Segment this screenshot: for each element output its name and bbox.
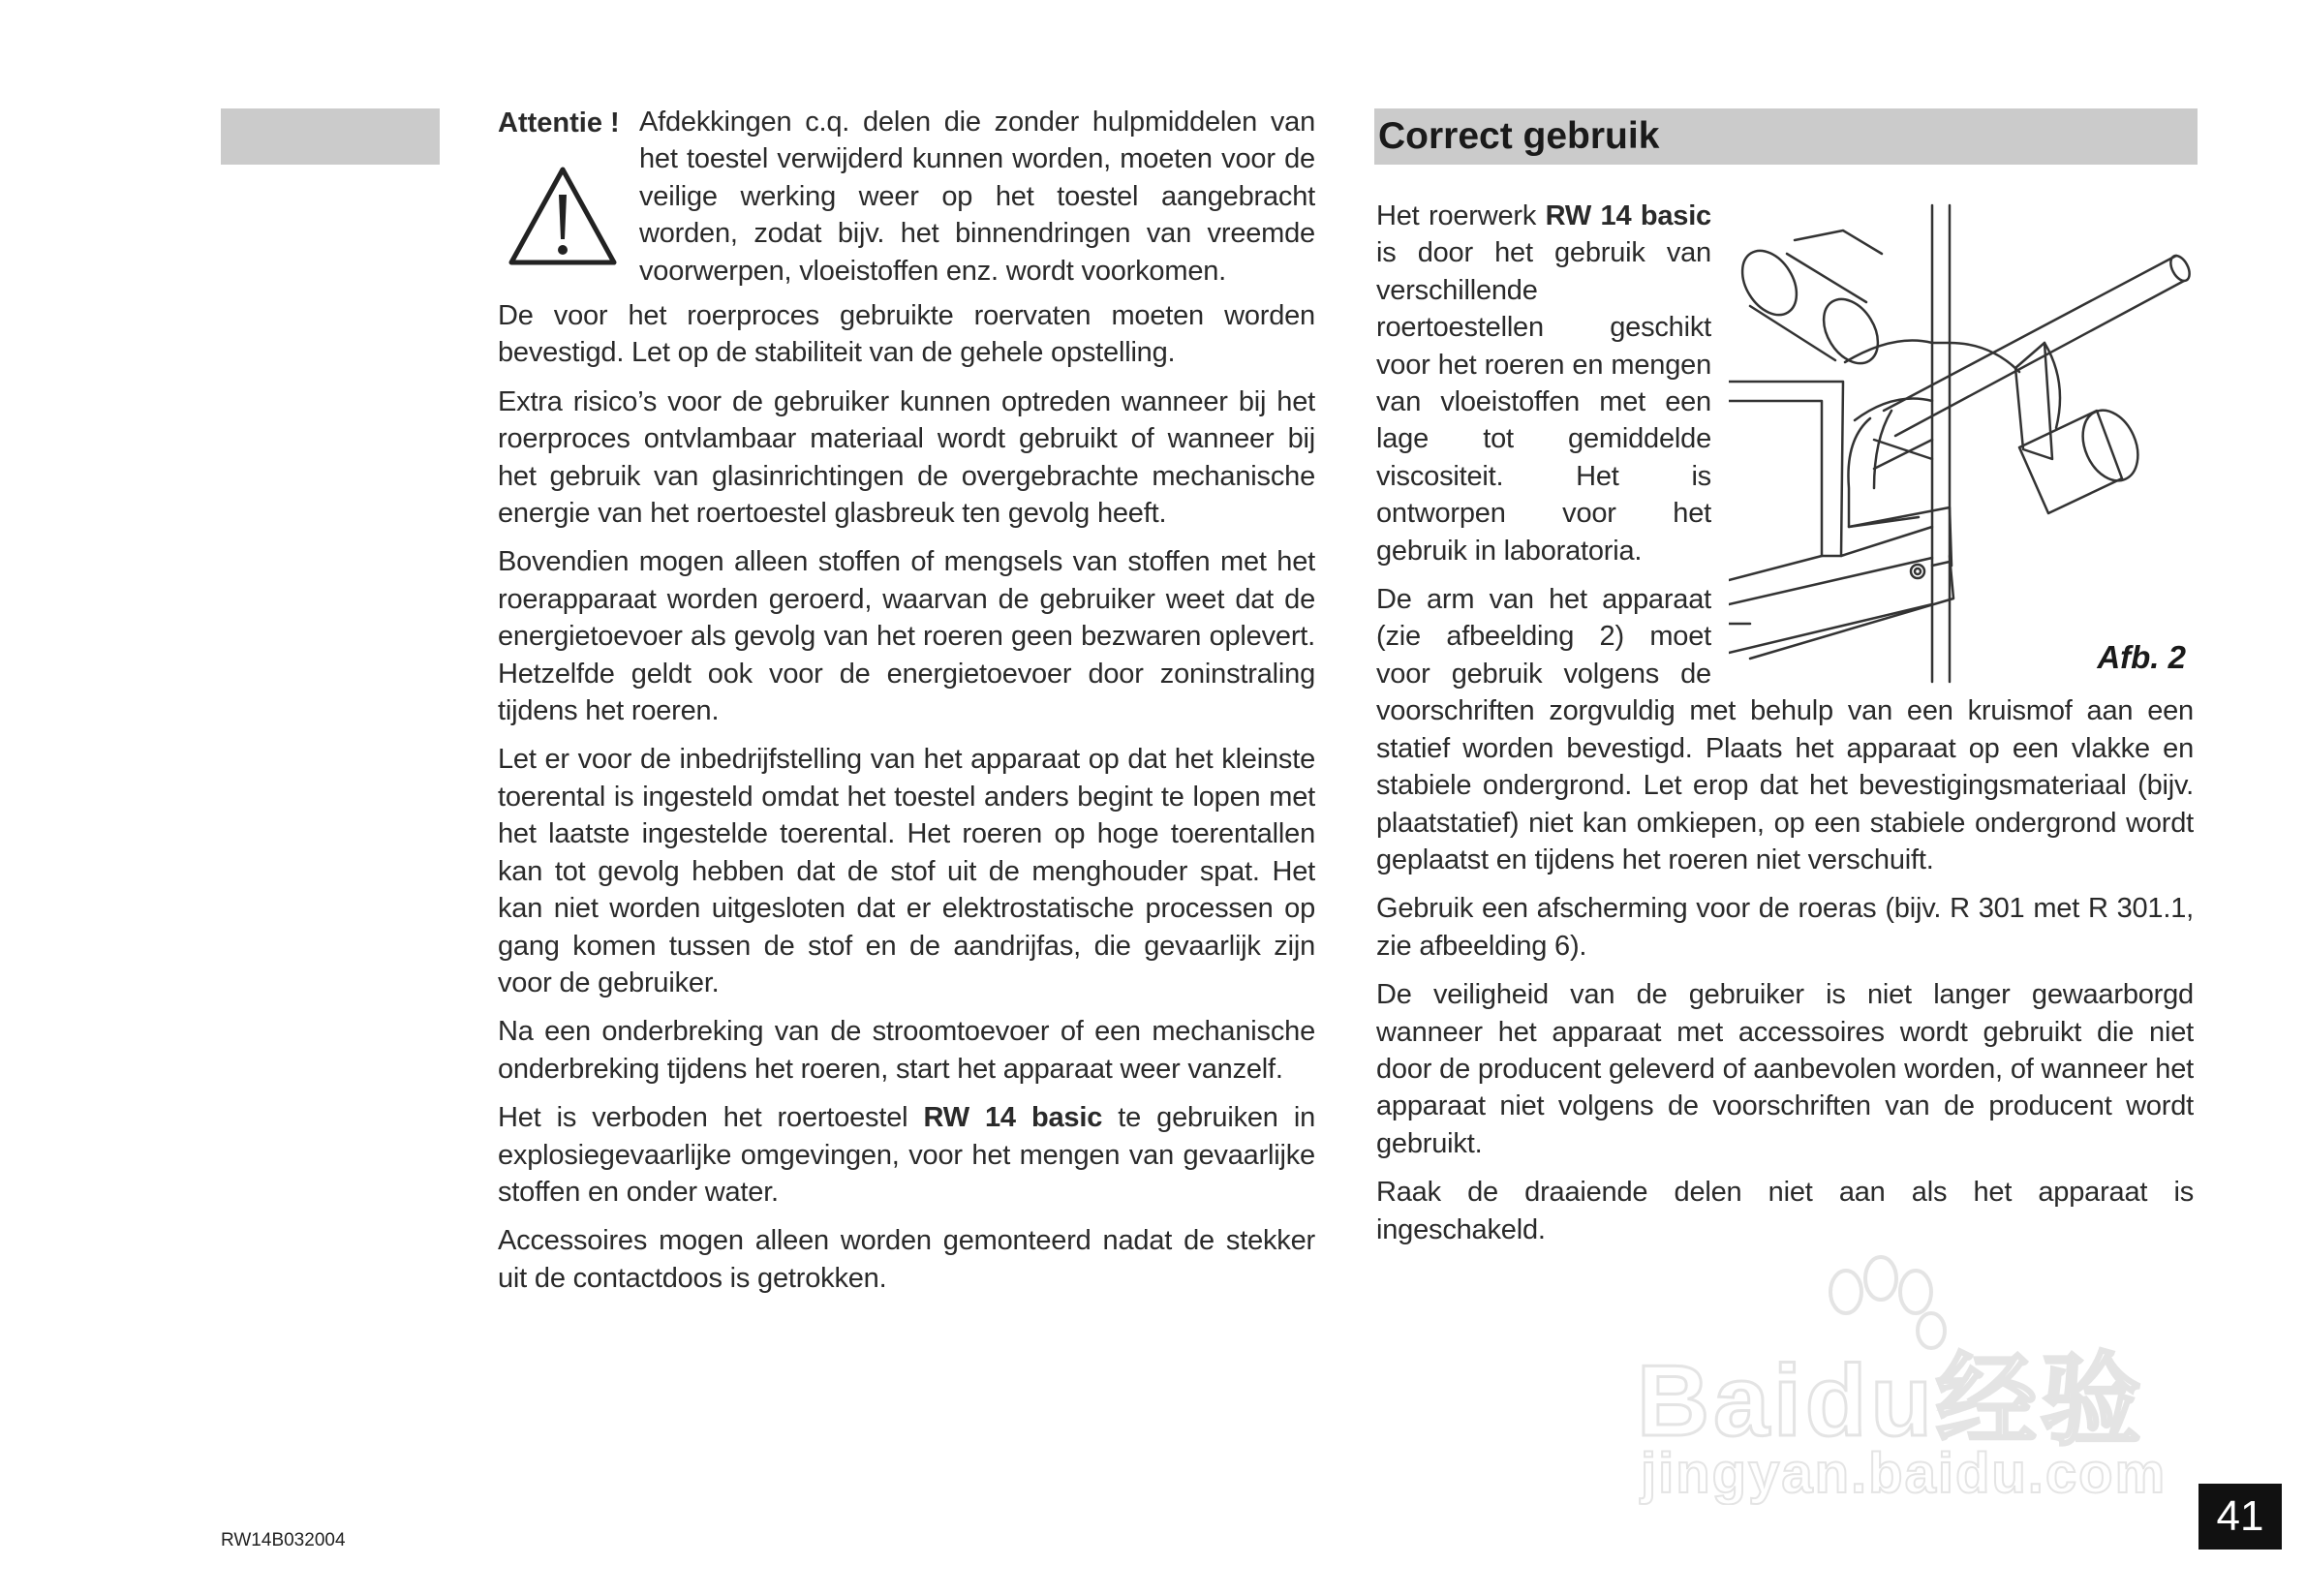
paragraph-prohibited-use (498, 1099, 1315, 1211)
section-heading: Correct gebruik (1378, 115, 1660, 157)
paragraph-shield: Gebruik een afscherming voor de roeras (bijv. R 301 met R 301.1, zie afbeelding 6). (1376, 893, 2194, 962)
paragraph-do-not-touch: Raak de draaiende delen niet aan als het apparaat is ingeschakeld. (1376, 1177, 2194, 1245)
warning-text-box (639, 104, 1315, 290)
watermark-sub-text: jingyan.baidu.com (1641, 1442, 2168, 1505)
paragraph-stirring-vessels: De voor het roerproces gebruikte roervaten moeten worden bevestigd. Let op de stabiliteit van de gehele opstelling. (498, 300, 1315, 369)
stand-clamp-illustration (1729, 198, 2194, 688)
right-column (1376, 198, 2194, 1260)
paragraph-accessories: Accessoires mogen alleen worden gemonteerd nadat de stekker uit de contactdoos is getrokken. (498, 1225, 1315, 1294)
left-column (498, 104, 1315, 1308)
paragraph-substances: Bovendien mogen alleen stoffen of mengsels van stoffen met het roerapparaat worden geroerd, waarvan de gebruiker weet dat de energietoevoer als gevolg van het roeren geen bezwaren oplevert. Hetzelfde geldt ook voor de energietoevoer door zoninstraling tijdens het roeren. (498, 546, 1315, 727)
warning-block (498, 104, 1315, 288)
intro-text-start: Het roerwerk (1376, 200, 1546, 231)
model-name-bold: RW 14 basic (923, 1102, 1103, 1134)
warning-triangle-icon (507, 166, 618, 266)
paragraph-extra-risks: Extra risico’s voor de gebruiker kunnen optreden wanneer bij het roerproces ontvlambaar materiaal wordt gebruikt of wanneer bij het gebruik van glasinrichtingen de overgebrachte mechanische energie van het roertoestel glasbreuk ten gevolg heeft. (498, 385, 1315, 530)
figure-2 (1729, 198, 2194, 688)
section-heading-bar (1374, 108, 2198, 165)
warning-label: Attentie ! (498, 107, 620, 138)
paragraph-arm-mounting: De arm van het apparaat (zie afbeelding 2) moet voor gebruik volgens de voorschriften zorgvuldig met behulp van een kruismof aan een statief worden bevestigd. Plaats het apparaat op een vlakke en stabiele ondergrond. Let erop dat het bevestigingsmateriaal (bijv. plaatstatief) niet kan omkiepen, op een stabiele ondergrond wordt geplaatst en tijdens het roeren niet verschuift. (1376, 584, 2194, 875)
page-number: 41 (2198, 1484, 2282, 1550)
figure-caption: Afb. 2 (2097, 639, 2186, 675)
side-tab-bar (221, 108, 440, 165)
baidu-watermark (1637, 1249, 2179, 1511)
intro-text-end: is door het gebruik van verschillende roertoestellen geschikt voor het roeren en mengen van vloeistoffen met een lage tot gemiddelde viscositeit. Het is ontworpen voor het gebruik in laboratoria. (1376, 237, 1711, 567)
paragraph-safety: De veiligheid van de gebruiker is niet langer gewaarborgd wanneer het apparaat met accessoires wordt gebruikt die niet door de producent geleverd of aanbevolen worden, of wanneer het apparaat niet volgens de voorschriften van de producent wordt gebruikt. (1376, 979, 2194, 1159)
warning-text: Afdekkingen c.q. delen die zonder hulpmiddelen van het toestel verwijderd kunnen worden, moeten voor de veilige werking weer op het toestel aangebracht worden, zodat bijv. het binnendringen van vreemde voorwerpen, vloeistoffen enz. wordt voorkomen. (639, 107, 1315, 287)
paragraph-start-speed: Let er voor de inbedrijfstelling van het apparaat op dat het kleinste toerental is ingesteld omdat het toestel anders begint te lopen met het laatste ingestelde toerental. Het roeren op hoge toerentallen kan tot gevolg hebben dat de stof uit de menghouder spat. Het kan niet worden uitgesloten dat er elektrostatische processen op gang komen tussen de stof en de aandrijfas, die gevaarlijk zijn voor de gebruiker. (498, 744, 1315, 998)
watermark-main-text: Baidu经验 (1637, 1345, 2145, 1458)
prohibited-text-end: te gebruiken in explosiegevaarlijke omgevingen, voor het mengen van gevaarlijke stoffen en onder water. (498, 1102, 1316, 1208)
intro-model-name-bold: RW 14 basic (1545, 200, 1711, 231)
paragraph-power-interruption: Na een onderbreking van de stroomtoevoer of een mechanische onderbreking tijdens het roeren, start het apparaat weer vanzelf. (498, 1016, 1315, 1085)
prohibited-text-start: Het is verboden het roertoestel (498, 1102, 924, 1134)
document-code: RW14B032004 (221, 1530, 346, 1550)
